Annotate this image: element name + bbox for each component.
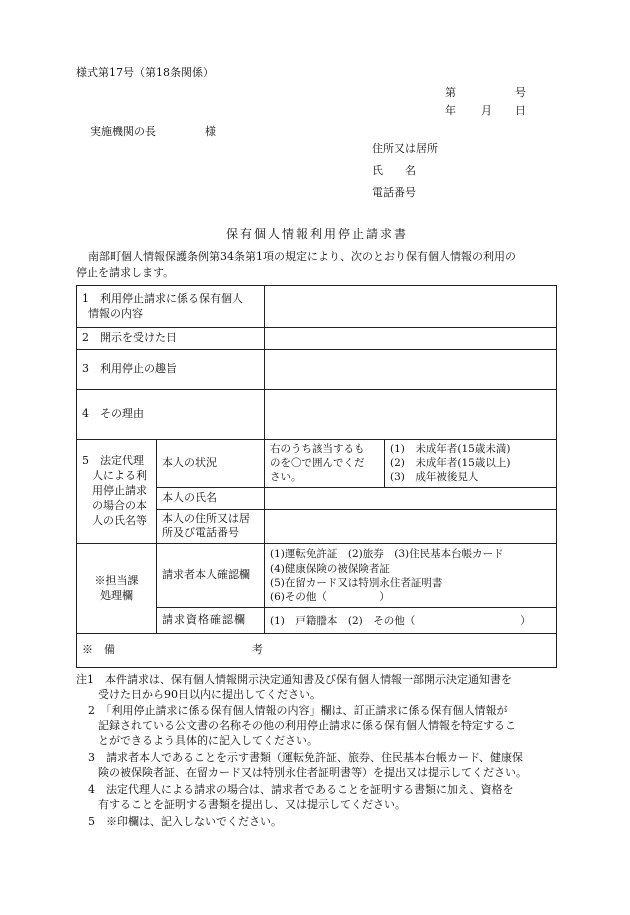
requester-phone-label: 電話番号	[372, 186, 416, 199]
note-1-line-2: 受けた日から90日以内に提出してください。	[98, 688, 321, 702]
header-no-label: 第	[445, 86, 456, 99]
office-use-label-line2: 処理欄	[100, 588, 133, 602]
id-check-item-4[interactable]: (6)その他（ ）	[270, 590, 390, 603]
note-3	[88, 750, 527, 780]
office-use-label	[77, 544, 157, 634]
intro-line-1: 南部町個人情報保護条例第34条第1項の規定により、次のとおり保有個人情報の利用の	[88, 250, 516, 263]
status-options[interactable]	[385, 440, 557, 488]
row-content-label-line2: 情報の内容	[88, 306, 143, 320]
note-4	[88, 782, 514, 812]
header-year-label: 年	[445, 104, 456, 117]
status-option-1[interactable]: (1) 未成年者(15歳未満)	[390, 443, 511, 455]
row-agent-label	[77, 440, 157, 544]
row-reason-label: 4 その理由	[77, 390, 265, 440]
principal-address-field[interactable]	[265, 509, 557, 544]
note-3-line-2: 険の被保険者証、在留カード又は特別永住者証明書等）を提出又は提示してください。	[98, 766, 527, 780]
row-agent-line-1: 5 法定代理	[82, 454, 144, 468]
principal-address-label-line1: 本人の住所又は居	[162, 511, 250, 525]
id-check-item-1[interactable]: (1)運転免許証 (2)旅券 (3)住民基本台帳カード	[270, 548, 504, 561]
note-2-line-2: 記録されている公文書の名称その他の利用停止請求に係る保有個人情報を特定するこ	[98, 719, 516, 733]
form-number: 様式第17号（第18条関係）	[76, 66, 214, 79]
note-2-line-3: とができるよう具体的に記入してください。	[98, 734, 318, 748]
note-2-line-1: 2 「利用停止請求に係る保有個人情報の内容」欄は、訂正請求に係る保有個人情報が	[88, 704, 508, 717]
row-content-label	[77, 286, 265, 328]
note-5-line-1: 5 ※印欄は、記入しないでください。	[88, 815, 282, 828]
page-title: 保有個人情報利用停止請求書	[226, 227, 409, 241]
note-2	[88, 703, 516, 749]
principal-address-label-line2: 所及び電話番号	[162, 526, 239, 540]
status-instruction-line-1: 右のうち該当するも	[270, 443, 365, 455]
note-5	[88, 814, 282, 829]
principal-name-field[interactable]	[265, 487, 557, 509]
id-check-items[interactable]	[265, 544, 557, 608]
office-use-label-line1: ※担当課	[94, 573, 139, 587]
header-month-label: 月	[481, 104, 492, 117]
reason-field[interactable]	[265, 390, 557, 440]
id-check-item-3[interactable]: (5)在留カード又は特別永住者証明書	[270, 576, 443, 589]
row-disclosure-date-label: 2 開示を受けた日	[77, 328, 265, 350]
row-purpose-label: 3 利用停止の趣旨	[77, 350, 265, 390]
note-4-line-1: 4 法定代理人による請求の場合は、請求者であることを証明する書類に加え、資格を	[88, 783, 514, 796]
header-day-label: 日	[515, 104, 526, 117]
addressee-honorific: 様	[205, 125, 216, 138]
intro-line-2: 停止を請求します。	[76, 266, 175, 279]
id-check-item-2[interactable]: (4)健康保険の被保険者証	[270, 562, 390, 575]
row-agent-line-4: の場合の本	[92, 499, 147, 513]
addressee-prefix: 実施機関の長	[90, 125, 156, 138]
note-1	[76, 672, 512, 702]
row-agent-line-3: 用停止請求	[92, 484, 147, 498]
qualification-check-label: 請求資格確認欄	[157, 608, 265, 634]
request-form-table	[76, 285, 557, 668]
status-option-2[interactable]: (2) 未成年者(15歳以上)	[390, 457, 511, 470]
row-agent-line-2: 人による利	[92, 469, 147, 483]
row-agent-line-5: 人の氏名等	[92, 513, 147, 527]
note-3-line-1: 3 請求者本人であることを示す書類（運転免許証、旅券、住民基本台帳カード、健康保	[88, 751, 524, 764]
row-content-label-line1: 1 利用停止請求に係る保有個人	[82, 291, 243, 305]
remarks-label-left: ※ 備	[82, 643, 115, 657]
principal-address-label	[157, 509, 265, 544]
principal-name-label: 本人の氏名	[157, 487, 265, 509]
id-check-label: 請求者本人確認欄	[157, 544, 265, 608]
requester-name-label: 氏 名	[372, 164, 416, 177]
qualification-check-items[interactable]: (1) 戸籍謄本 (2) その他（ ）	[265, 608, 557, 634]
header-go-label: 号	[515, 86, 526, 99]
content-field[interactable]	[265, 286, 557, 328]
status-option-3[interactable]: (3) 成年被後見人	[390, 471, 479, 484]
requester-address-label: 住所又は居所	[372, 142, 438, 155]
status-label: 本人の状況	[157, 440, 265, 488]
note-1-line-1: 注1 本件請求は、保有個人情報開示決定通知書及び保有個人情報一部開示決定通知書を	[76, 673, 512, 686]
status-instruction-line-2: のを〇で囲んでくだ	[270, 457, 365, 470]
purpose-field[interactable]	[265, 350, 557, 390]
remarks-row[interactable]	[77, 634, 557, 668]
disclosure-date-field[interactable]	[265, 328, 557, 350]
status-instruction-line-3: さい。	[270, 471, 302, 484]
remarks-label-right: 考	[252, 643, 263, 657]
status-instruction	[265, 440, 385, 488]
note-4-line-2: 有することを証明する書類を提出し、又は提示してください。	[98, 798, 406, 812]
